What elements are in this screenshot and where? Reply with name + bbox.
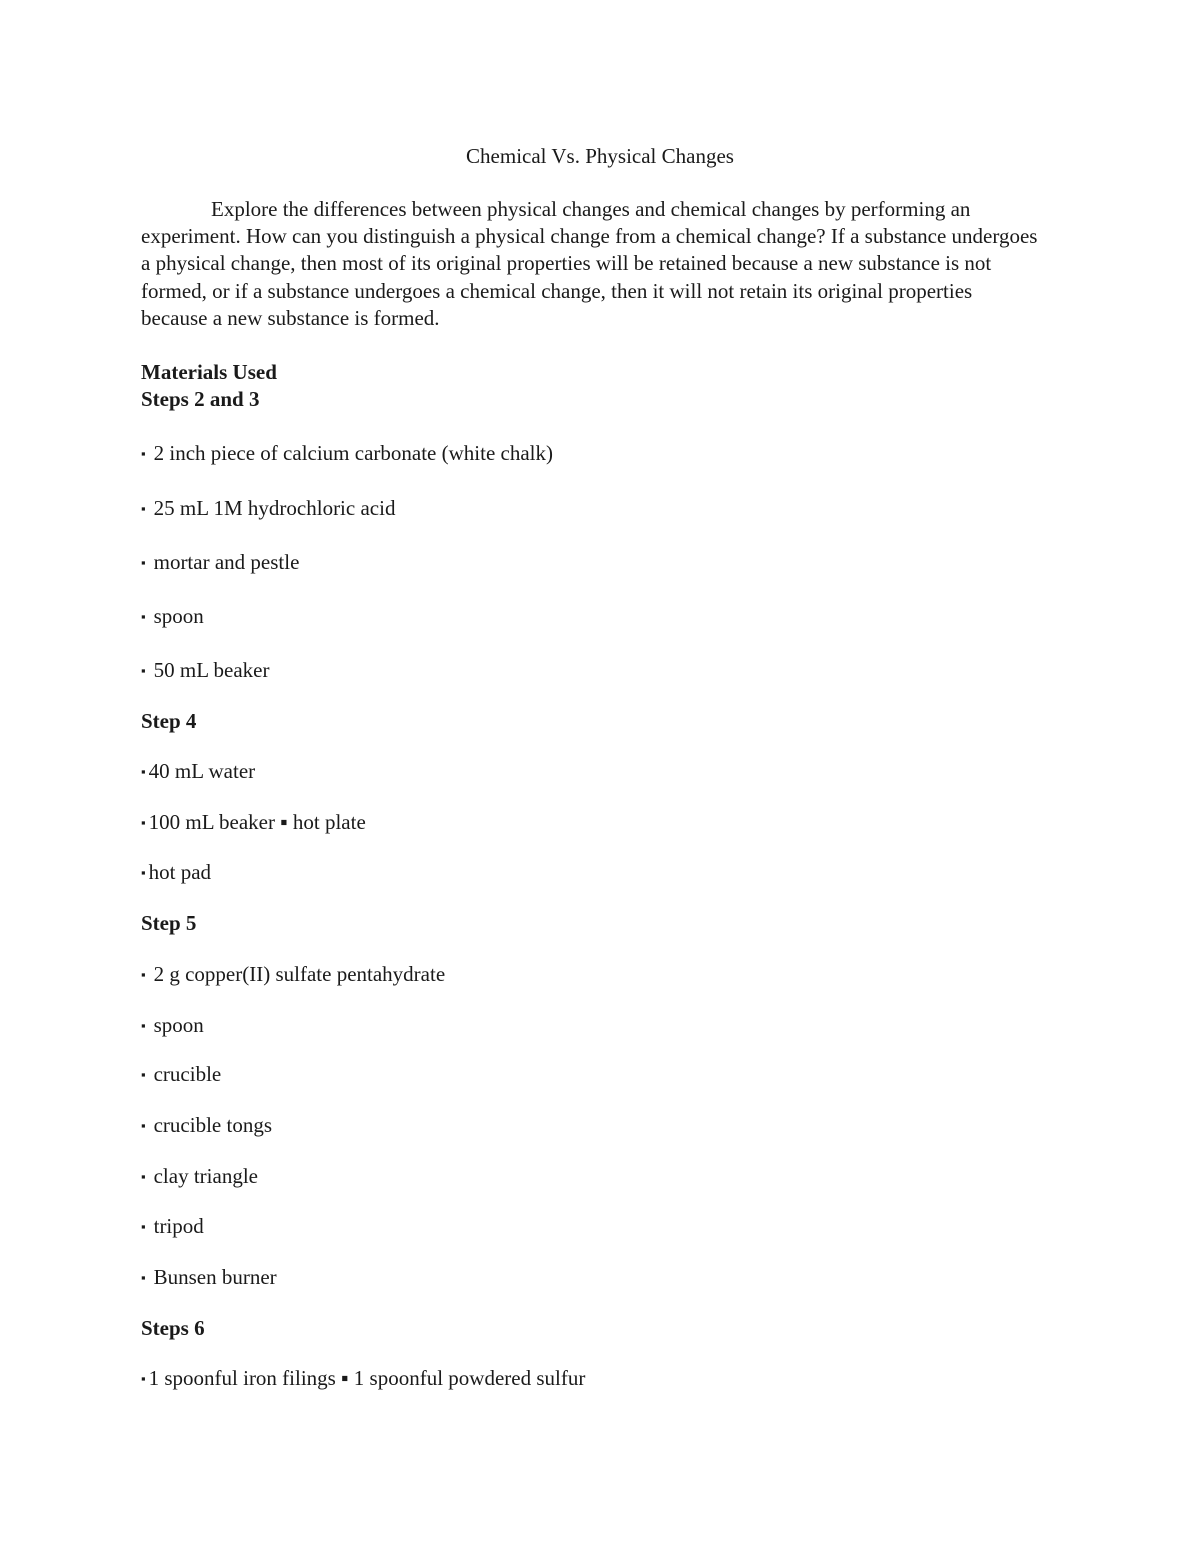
- list-item: ▪ spoon: [141, 604, 204, 628]
- bullet-icon: ▪: [141, 815, 146, 830]
- list-item: ▪ 40 mL water: [141, 759, 256, 783]
- bullet-icon: ▪: [141, 1169, 146, 1184]
- intro-paragraph: Explore the differences between physical changes and chemical changes by performing an experiment. How can you distinguish a physical change from a chemical change? If a substance undergoes a physical change, then most of its original properties will be retained because a new substance is not formed, or if a substance undergoes a chemical change, then it will not retain its original properties because a new substance is formed.: [141, 197, 1038, 330]
- bullet-icon: ▪: [141, 555, 146, 570]
- list-item: ▪ crucible: [141, 1062, 222, 1086]
- list-item: ▪ mortar and pestle: [141, 550, 300, 574]
- materials-heading: Materials Used: [141, 360, 277, 384]
- bullet-icon: ▪: [141, 1371, 146, 1386]
- list-item: ▪ crucible tongs: [141, 1113, 272, 1137]
- bullet-icon: ▪: [141, 967, 146, 982]
- bullet-icon: ▪: [141, 501, 146, 516]
- list-item: ▪ 25 mL 1M hydrochloric acid: [141, 496, 396, 520]
- steps-2-3-heading: Steps 2 and 3: [141, 387, 260, 411]
- bullet-icon: ▪: [141, 609, 146, 624]
- list-item: ▪ 50 mL beaker: [141, 658, 270, 682]
- bullet-icon: ▪: [141, 446, 146, 461]
- bullet-icon: ▪: [141, 1018, 146, 1033]
- document-title: Chemical Vs. Physical Changes: [466, 144, 734, 168]
- list-item: ▪ clay triangle: [141, 1164, 258, 1188]
- list-item: ▪ spoon: [141, 1013, 204, 1037]
- list-item: ▪ Bunsen burner: [141, 1265, 277, 1289]
- list-item: ▪ 2 g copper(II) sulfate pentahydrate: [141, 962, 446, 986]
- list-item: ▪ tripod: [141, 1214, 204, 1238]
- bullet-icon: ▪: [141, 865, 146, 880]
- bullet-icon: ▪: [141, 663, 146, 678]
- steps-6-heading: Steps 6: [141, 1316, 205, 1340]
- bullet-icon: ▪: [141, 1270, 146, 1285]
- step-5-heading: Step 5: [141, 911, 197, 935]
- list-item: ▪ 100 mL beaker ▪ hot plate: [141, 810, 366, 834]
- bullet-icon: ▪: [141, 764, 146, 779]
- list-item: ▪ 2 inch piece of calcium carbonate (white chalk): [141, 441, 553, 465]
- bullet-icon: ▪: [141, 1067, 146, 1082]
- bullet-icon: ▪: [141, 1219, 146, 1234]
- list-item: ▪ hot pad: [141, 860, 212, 884]
- step-4-heading: Step 4: [141, 709, 197, 733]
- bullet-icon: ▪: [141, 1118, 146, 1133]
- list-item: ▪ 1 spoonful iron filings ▪ 1 spoonful powdered sulfur: [141, 1366, 586, 1390]
